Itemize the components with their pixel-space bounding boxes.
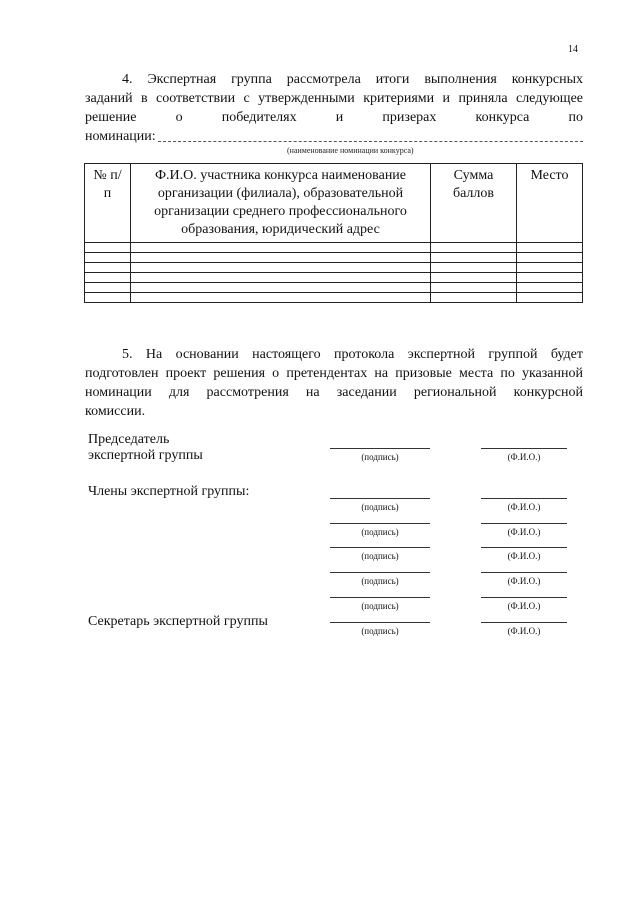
- name-caption: (Ф.И.О.): [507, 502, 541, 512]
- table-row: [85, 283, 583, 293]
- nomination-blank-line: [158, 141, 583, 142]
- table-row: [85, 293, 583, 303]
- member-signature-line: [330, 597, 430, 598]
- header-number: № п/п: [85, 164, 131, 243]
- table-cell: [131, 293, 431, 303]
- table-row: [85, 273, 583, 283]
- section-4-paragraph: [85, 70, 583, 146]
- table-header-row: [85, 164, 583, 243]
- header-place: Место: [517, 164, 583, 243]
- signature-caption: (подпись): [361, 527, 399, 537]
- table-cell: [517, 263, 583, 273]
- name-caption: (Ф.И.О.): [507, 452, 541, 462]
- section-5-line: 5. На основании настоящего протокола экспертной группой будет: [122, 347, 583, 362]
- table-cell: [131, 273, 431, 283]
- table-cell: [517, 283, 583, 293]
- signature-caption: (подпись): [361, 551, 399, 561]
- header-participant: Ф.И.О. участника конкурса наименование организации (филиала), образовательной организации среднего профессионального образования, юридический адрес: [131, 164, 431, 243]
- table-cell: [517, 293, 583, 303]
- table-row: [85, 263, 583, 273]
- nomination-caption: (наименование номинации конкурса): [287, 146, 414, 155]
- signature-caption: (подпись): [361, 626, 399, 636]
- secretary-signature-line: [330, 622, 430, 623]
- table-cell: [431, 263, 517, 273]
- member-name-line: [481, 523, 567, 524]
- member-signature-line: [330, 523, 430, 524]
- secretary-label: Секретарь экспертной группы: [88, 614, 268, 629]
- table-row: [85, 253, 583, 263]
- signature-caption: (подпись): [361, 452, 399, 462]
- signature-caption: (подпись): [361, 601, 399, 611]
- table-cell: [131, 253, 431, 263]
- section-4-line: решение о победителях и призерах конкурса по: [85, 110, 583, 125]
- table-cell: [85, 263, 131, 273]
- signature-caption: (подпись): [361, 576, 399, 586]
- section-5-line: номинации для рассмотрения на заседании региональной конкурсной: [85, 385, 583, 400]
- header-score: Сумма баллов: [431, 164, 517, 243]
- nomination-row: [85, 127, 583, 146]
- name-caption: (Ф.И.О.): [507, 551, 541, 561]
- page-number: 14: [568, 44, 578, 55]
- table-cell: [517, 253, 583, 263]
- table-cell: [85, 283, 131, 293]
- chair-label-line: Председатель: [88, 432, 170, 447]
- table-cell: [85, 273, 131, 283]
- member-name-line: [481, 572, 567, 573]
- section-4-line: заданий в соответствии с утвержденными критериями и приняла следующее: [85, 91, 583, 106]
- section-4-line: 4. Экспертная группа рассмотрела итоги выполнения конкурсных: [122, 72, 583, 87]
- member-signature-line: [330, 498, 430, 499]
- table-cell: [131, 283, 431, 293]
- table-cell: [431, 253, 517, 263]
- chair-label: [88, 432, 203, 464]
- member-name-line: [481, 547, 567, 548]
- chair-signature-line: [330, 448, 430, 449]
- chair-name-line: [481, 448, 567, 449]
- section-5-paragraph: [85, 345, 583, 421]
- member-name-line: [481, 498, 567, 499]
- member-name-line: [481, 597, 567, 598]
- table-row: [85, 243, 583, 253]
- table-cell: [131, 243, 431, 253]
- results-table: [84, 163, 583, 303]
- members-label: Члены экспертной группы:: [88, 484, 250, 499]
- nomination-label: номинации:: [85, 129, 156, 144]
- table-cell: [85, 293, 131, 303]
- name-caption: (Ф.И.О.): [507, 601, 541, 611]
- table-cell: [431, 243, 517, 253]
- section-5-line: подготовлен проект решения о претендентах на призовые места по указанной: [85, 366, 583, 381]
- secretary-name-line: [481, 622, 567, 623]
- member-signature-line: [330, 547, 430, 548]
- table-cell: [431, 273, 517, 283]
- table-cell: [517, 243, 583, 253]
- table-cell: [431, 293, 517, 303]
- table-cell: [85, 253, 131, 263]
- member-signature-line: [330, 572, 430, 573]
- table-cell: [131, 263, 431, 273]
- name-caption: (Ф.И.О.): [507, 576, 541, 586]
- section-5-line: комиссии.: [85, 404, 146, 419]
- name-caption: (Ф.И.О.): [507, 626, 541, 636]
- table-cell: [431, 283, 517, 293]
- chair-label-line: экспертной группы: [88, 448, 203, 463]
- table-cell: [85, 243, 131, 253]
- name-caption: (Ф.И.О.): [507, 527, 541, 537]
- signature-caption: (подпись): [361, 502, 399, 512]
- table-cell: [517, 273, 583, 283]
